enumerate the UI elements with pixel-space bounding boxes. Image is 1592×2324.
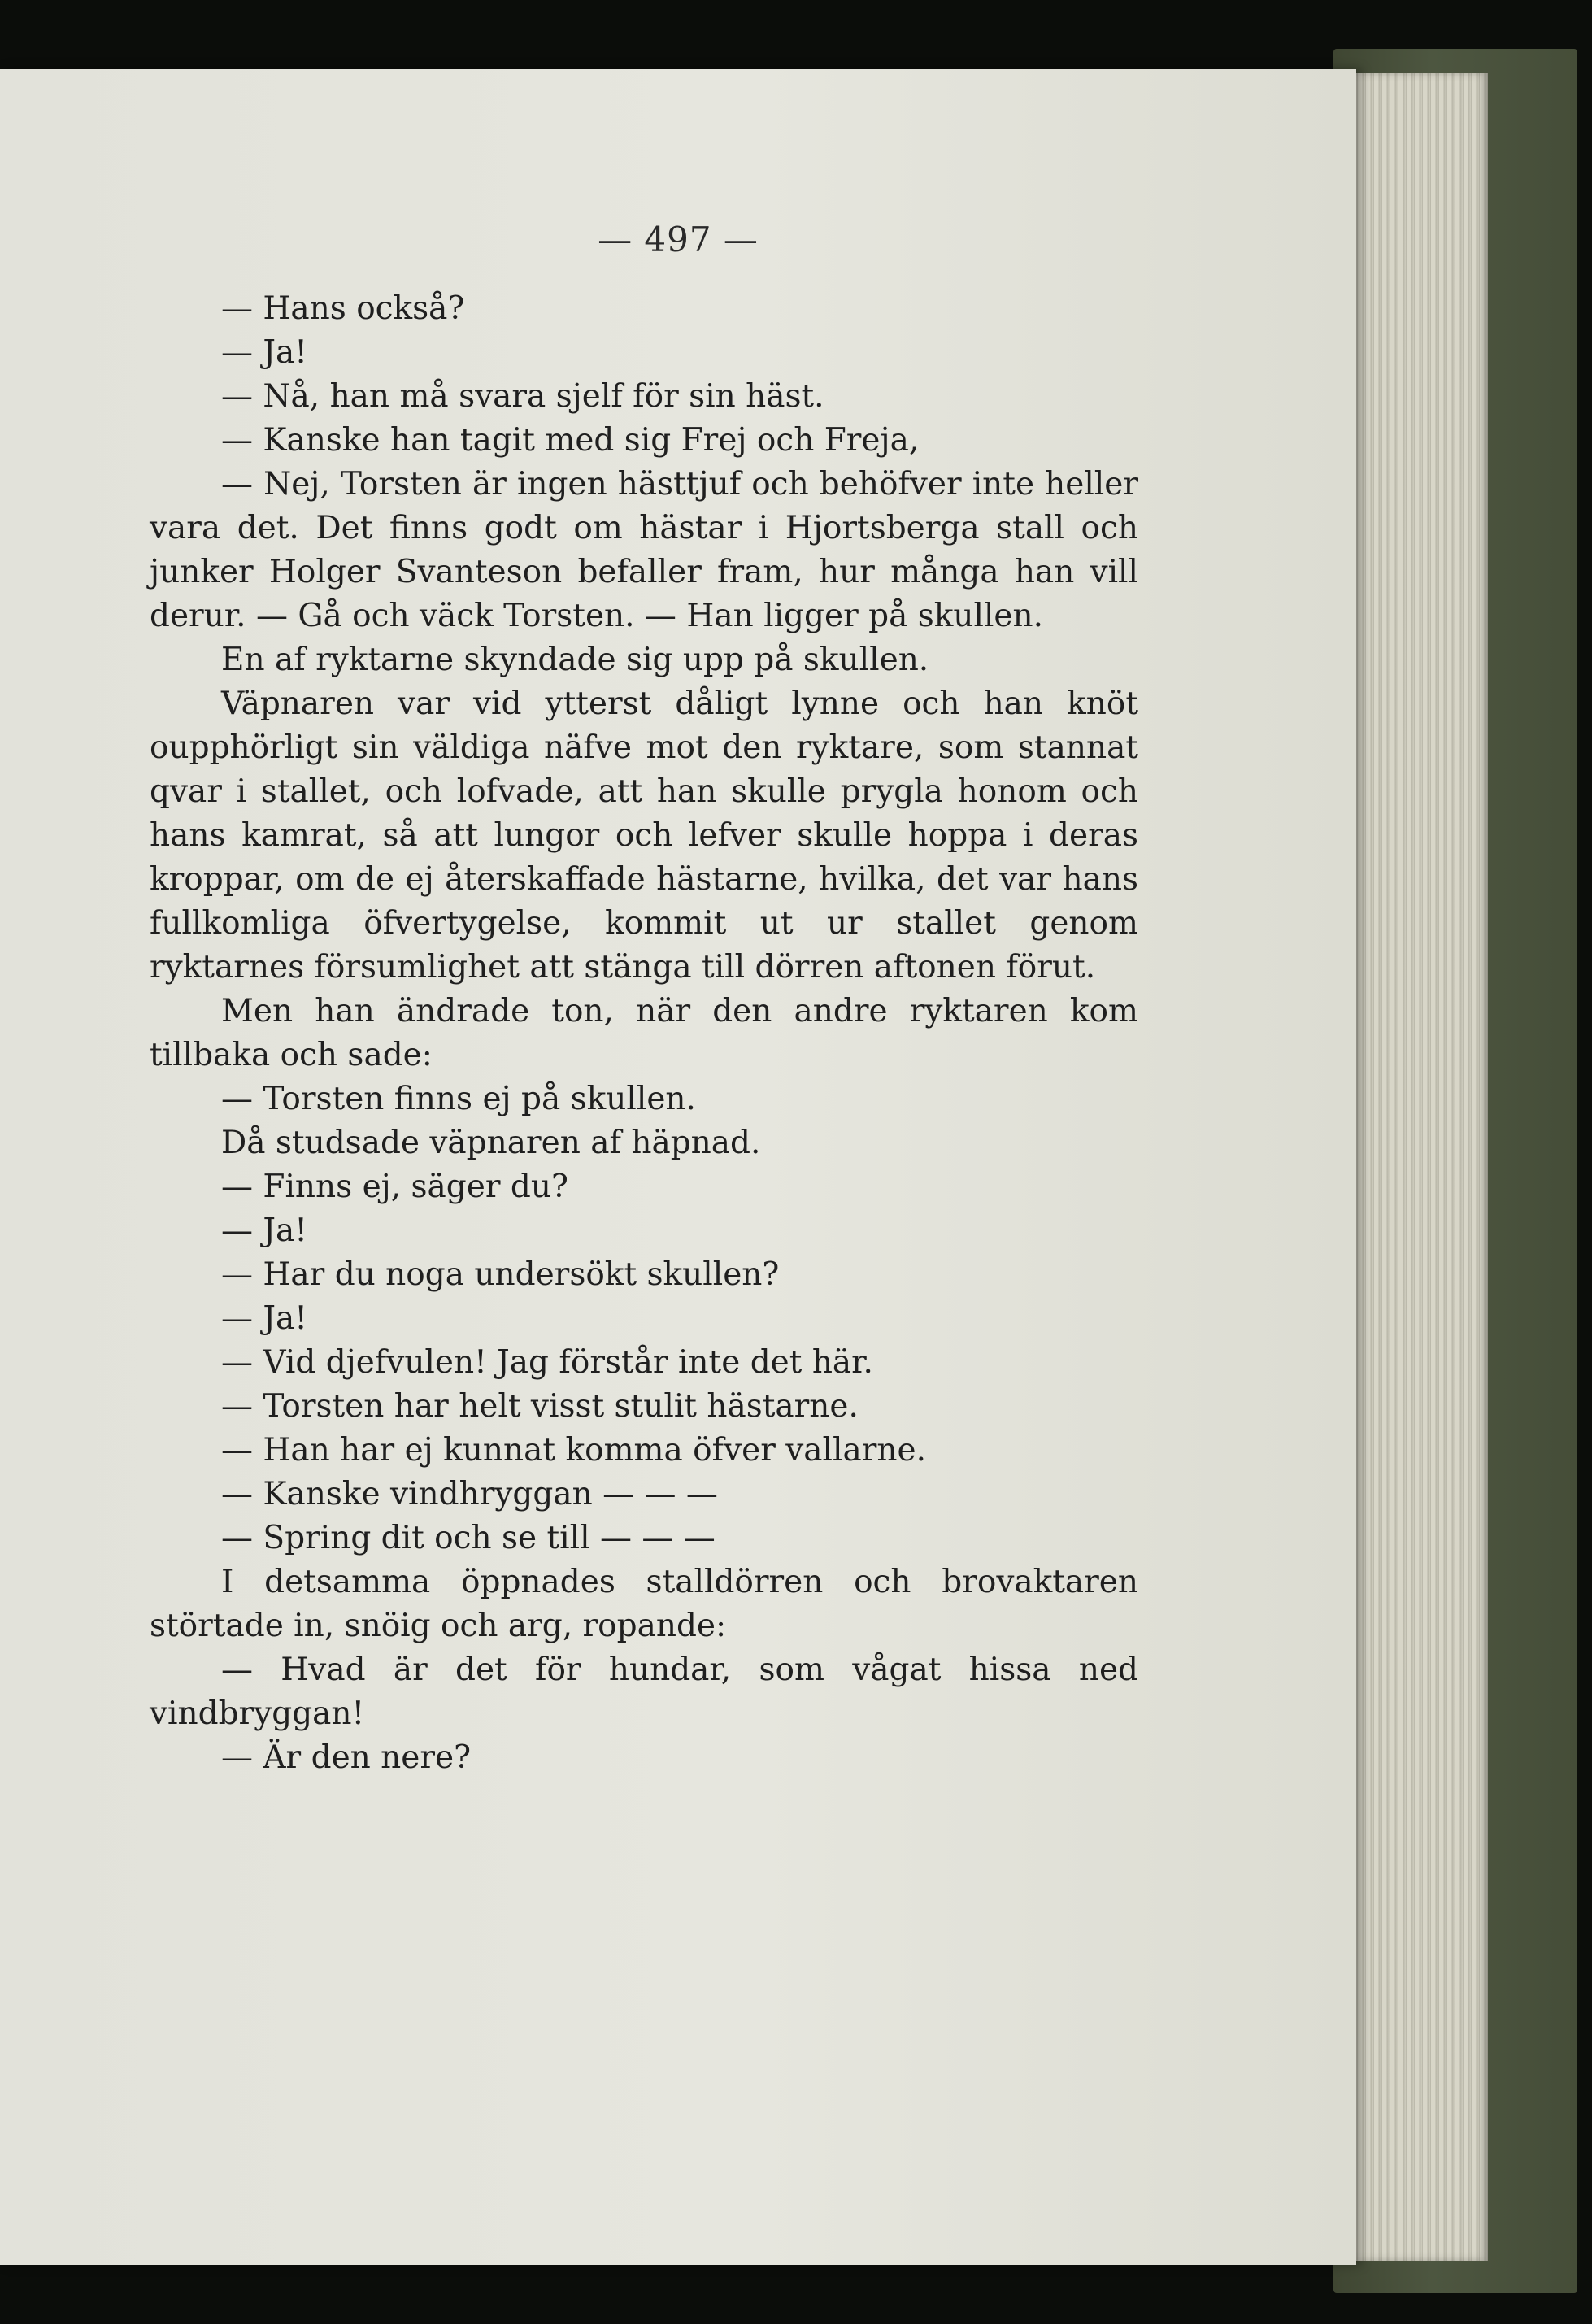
paragraph: — Har du noga undersökt skullen?	[221, 1256, 780, 1293]
paragraph: — Vid djefvulen! Jag förstår inte det här.	[221, 1344, 873, 1381]
paragraph: — Ja!	[221, 334, 307, 371]
page-edges	[1350, 73, 1488, 2261]
paragraph: — Nå, han må svara sjelf för sin häst.	[221, 378, 824, 415]
paragraph: — Kanske han tagit med sig Frej och Freja,	[221, 422, 920, 459]
paragraph: — Hans också?	[221, 290, 465, 327]
paragraph: — Nej, Torsten är ingen hästtjuf och behöfver inte heller vara det. Det finns godt om hästar i Hjortsberga stall och junker Holger Svanteson befaller fram, hur många han vill derur. — Gå och väck Torsten. — Han ligger på skullen.	[150, 466, 1138, 634]
paragraph: — Ja!	[221, 1300, 307, 1337]
paragraph: En af ryktarne skyndade sig upp på skullen.	[221, 642, 929, 678]
paragraph: Då studsade väpnaren af häpnad.	[221, 1125, 761, 1161]
paragraph: — Torsten finns ej på skullen.	[221, 1081, 696, 1117]
book-page	[0, 69, 1356, 2265]
paragraph: — Han har ej kunnat komma öfver vallarne.	[221, 1432, 926, 1469]
paragraph: I detsamma öppnades stalldörren och brovaktaren störtade in, snöig och arg, ropande:	[150, 1564, 1138, 1644]
paragraph: Väpnaren var vid ytterst dåligt lynne och han knöt oupphörligt sin väldiga näfve mot den ryktare, som stannat qvar i stallet, och lofvade, att han skulle prygla honom och hans kamrat, så att lungor och lefver skulle hoppa i deras kroppar, om de ej återskaffade hästarne, hvilka, det var hans fullkomliga öfvertygelse, kommit ut ur stallet genom ryktarnes försumlighet att stänga till dörren aftonen förut.	[150, 685, 1138, 986]
paragraph: — Torsten har helt visst stulit hästarne.	[221, 1388, 859, 1425]
page-number: — 497 —	[598, 220, 759, 259]
paragraph: — Är den nere?	[221, 1739, 471, 1776]
paragraph: — Ja!	[221, 1212, 307, 1249]
page-text	[150, 287, 1138, 1780]
paragraph: — Hvad är det för hundar, som vågat hissa ned vindbryggan!	[150, 1652, 1138, 1732]
paragraph: — Kanske vindhryggan — — —	[221, 1476, 718, 1512]
paragraph: Men han ändrade ton, när den andre ryktaren kom tillbaka och sade:	[150, 993, 1138, 1073]
paragraph: — Finns ej, säger du?	[221, 1169, 568, 1205]
paragraph: — Spring dit och se till — — —	[221, 1520, 716, 1556]
